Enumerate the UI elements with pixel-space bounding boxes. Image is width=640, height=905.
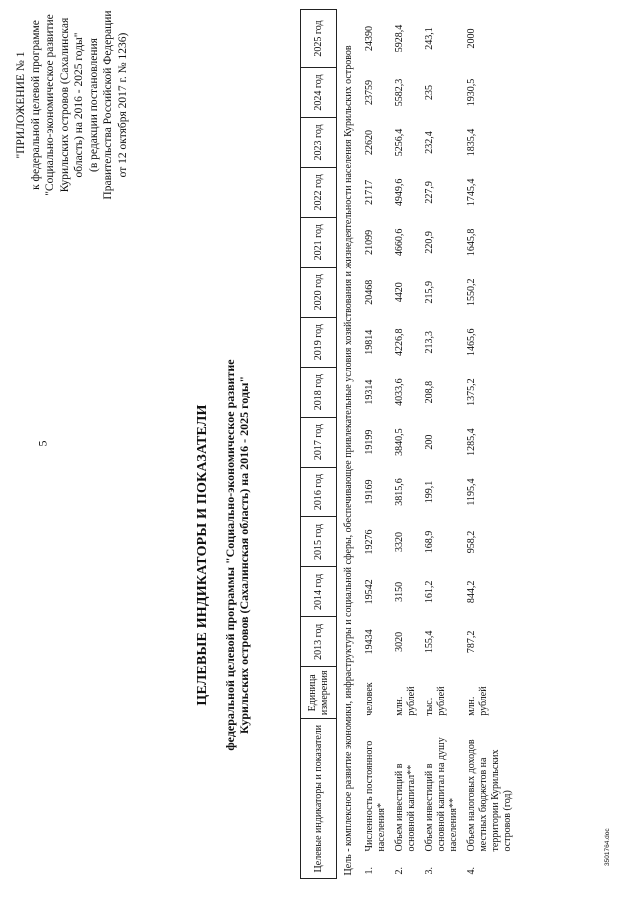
title-block (195, 315, 251, 795)
indicators-table (300, 9, 517, 879)
cell-value: 5256,4 (394, 128, 405, 157)
cell-value: 161,2 (424, 580, 435, 604)
appendix-line: (в редакции постановления (87, 38, 100, 172)
cell-value: 4033,6 (394, 378, 405, 406)
header-indicator: Целевые индикаторы и показатели (301, 719, 337, 879)
header-year: 2019 год (301, 317, 337, 367)
appendix-line: к федеральной целевой программе (29, 20, 42, 190)
table-row (463, 10, 517, 879)
cell-value: 958,2 (466, 530, 477, 554)
row-indicator: Объем инвестиций в основной капитал на душу населения** (424, 737, 459, 852)
cell-value: 19199 (364, 429, 375, 455)
cell-value: 215,9 (424, 281, 435, 304)
appendix-block (14, 10, 130, 200)
appendix-line: область) на 2016 - 2025 годы" (73, 32, 85, 178)
appendix-line: Курильских островов (Сахалинская (58, 17, 71, 193)
row-indicator: Численность постоянного населения* (364, 740, 387, 852)
cell-value: 24390 (364, 26, 375, 52)
cell-value: 5582,3 (394, 78, 405, 107)
cell-value: 3840,5 (394, 428, 405, 456)
cell-value: 4949,6 (394, 178, 405, 207)
cell-value: 19169 (364, 479, 375, 505)
header-year: 2021 год (301, 217, 337, 267)
header-year: 2022 год (301, 167, 337, 217)
row-number: 3. (424, 867, 435, 875)
cell-value: 168,9 (424, 530, 435, 554)
appendix-line: "ПРИЛОЖЕНИЕ № 1 (15, 51, 27, 159)
cell-value: 220,9 (424, 231, 435, 254)
cell-value: 19814 (364, 329, 375, 355)
cell-value: 235 (424, 85, 435, 101)
cell-value: 208,8 (424, 380, 435, 404)
cell-value: 3815,6 (394, 478, 405, 506)
document-footer: 3501764.doc (604, 828, 611, 866)
goal-row (337, 10, 362, 879)
table-header-row (301, 10, 337, 879)
appendix-line: Правительства Российской Федерации (102, 10, 114, 200)
table-row (421, 10, 463, 879)
table-row (391, 10, 421, 879)
cell-value: 787,2 (466, 630, 477, 654)
cell-value: 19314 (364, 379, 375, 405)
row-unit: млн. рублей (394, 686, 417, 716)
cell-value: 1465,6 (466, 328, 477, 356)
row-indicator: Объем инвестиций в основной капитал** (394, 763, 417, 852)
row-number: 2. (394, 867, 405, 875)
cell-value: 199,1 (424, 480, 435, 504)
cell-value: 4226,8 (394, 328, 405, 356)
header-year: 2023 год (301, 117, 337, 167)
cell-value: 21717 (364, 179, 375, 205)
table-row (361, 10, 391, 879)
cell-value: 4660,6 (394, 228, 405, 257)
cell-value: 1745,4 (466, 178, 477, 207)
appendix-line: от 12 октября 2017 г. № 1236) (116, 32, 129, 178)
header-year: 2017 год (301, 417, 337, 467)
cell-value: 3320 (394, 531, 405, 552)
row-unit: тыс. рублей (424, 686, 447, 716)
header-year: 2013 год (301, 617, 337, 667)
cell-value: 232,4 (424, 131, 435, 154)
page-number: 5 (35, 440, 50, 447)
cell-value: 20468 (364, 279, 375, 305)
cell-value: 155,4 (424, 630, 435, 654)
header-unit: Единица измерения (301, 667, 337, 719)
cell-value: 1835,4 (466, 128, 477, 157)
appendix-line: "Социально-экономическое развитие (44, 14, 56, 196)
header-year: 2024 год (301, 68, 337, 118)
cell-value: 1195,4 (466, 478, 477, 506)
header-year: 2025 год (301, 10, 337, 68)
program-title-line-1: федеральной целевой программы "Социально-экономическое развитие (223, 359, 237, 751)
header-year: 2018 год (301, 367, 337, 417)
cell-value: 19542 (364, 579, 375, 605)
header-year: 2015 год (301, 517, 337, 567)
cell-value: 227,9 (424, 181, 435, 204)
cell-value: 200 (424, 434, 435, 450)
cell-value: 5928,4 (394, 24, 405, 53)
cell-value: 1645,8 (466, 228, 477, 257)
cell-value: 4420 (394, 282, 405, 303)
row-unit: человек (364, 682, 375, 716)
cell-value: 844,2 (466, 580, 477, 604)
header-year: 2014 год (301, 567, 337, 617)
cell-value: 1550,2 (466, 278, 477, 307)
goal-text: Цель - комплексное развитие экономики, инфраструктуры и социальной сферы, обеспечивающее привлекательные условия хозяйствования и жизнедеятельности населения Курильских островов (343, 45, 354, 876)
row-number: 1. (364, 867, 375, 875)
cell-value: 1930,5 (466, 78, 477, 107)
row-indicator: Объем налоговых доходов местных бюджетов на территории Курильских островов (год) (466, 739, 513, 852)
cell-value: 19434 (364, 629, 375, 655)
cell-value: 243,1 (424, 27, 435, 50)
cell-value: 22620 (364, 129, 375, 155)
cell-value: 23759 (364, 80, 375, 106)
document-title: ЦЕЛЕВЫЕ ИНДИКАТОРЫ И ПОКАЗАТЕЛИ (195, 404, 210, 706)
cell-value: 19276 (364, 529, 375, 555)
cell-value: 213,3 (424, 330, 435, 354)
header-year: 2016 год (301, 467, 337, 517)
cell-value: 2000 (466, 28, 477, 49)
cell-value: 21099 (364, 229, 375, 255)
program-title-line-2: Курильских островов (Сахалинская область) на 2016 - 2025 годы" (237, 375, 251, 735)
row-unit: млн. рублей (466, 686, 489, 716)
cell-value: 1285,4 (466, 428, 477, 456)
cell-value: 3150 (394, 581, 405, 602)
cell-value: 3020 (394, 631, 405, 652)
cell-value: 1375,2 (466, 378, 477, 406)
header-year: 2020 год (301, 267, 337, 317)
row-number: 4. (466, 867, 477, 875)
